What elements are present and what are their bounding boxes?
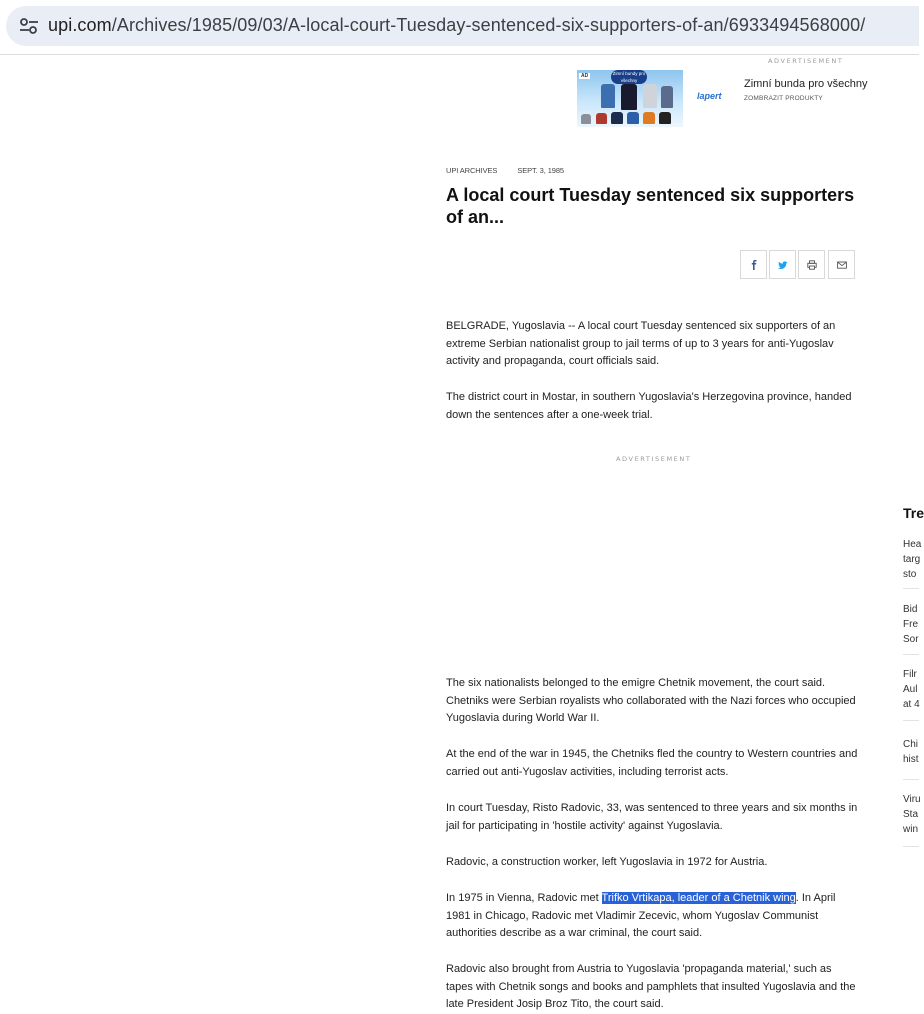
ad-title[interactable]: Zimní bunda pro všechny (744, 78, 868, 90)
jacket-shape (581, 114, 591, 124)
category-link[interactable]: UPI ARCHIVES (446, 166, 498, 175)
twitter-icon (778, 260, 788, 270)
print-button[interactable] (798, 250, 825, 279)
selected-text[interactable]: Trifko Vrtikapa, leader of a Chetnik wing (601, 892, 796, 904)
divider (903, 720, 919, 721)
paragraph-text: In 1975 in Vienna, Radovic met (446, 892, 602, 904)
article-paragraph: In court Tuesday, Risto Radovic, 33, was sentenced to three years and six months in jail for participating in 'hostile activity' against Yugoslavia. (446, 802, 858, 832)
trending-item[interactable] (903, 792, 919, 837)
article-paragraph (446, 890, 860, 943)
url-domain: upi.com (48, 15, 112, 35)
trending-item[interactable] (903, 737, 919, 767)
jacket-shape (601, 84, 615, 108)
advertisement-label: ADVERTISEMENT (768, 57, 844, 65)
trending-item-text: Bid (903, 604, 918, 615)
article-date: SEPT. 3, 1985 (517, 166, 564, 175)
trending-item-text: Hea (903, 539, 922, 550)
article-paragraph: The district court in Mostar, in southern Yugoslavia's Herzegovina province, handed down the sentences after a one-week trial. (446, 391, 852, 421)
trending-item-text: Filr (903, 669, 917, 680)
divider (903, 588, 919, 589)
article-paragraph: BELGRADE, Yugoslavia -- A local court Tuesday sentenced six supporters of an extreme Serbian nationalist group to jail terms of up to 3 years for anti-Yugoslav activity and propaganda, court officials said. (446, 320, 836, 367)
trending-item-text: Aul (903, 684, 918, 695)
trending-item-text: win (903, 824, 919, 835)
trending-item-text: at 4 (903, 699, 920, 710)
trending-item-text: Sta (903, 809, 919, 820)
trending-item-text: hist (903, 754, 919, 765)
jacket-shape (661, 86, 673, 108)
share-facebook-button[interactable] (740, 250, 767, 279)
jacket-shape (643, 112, 655, 124)
jacket-shape (621, 84, 637, 110)
jacket-shape (627, 112, 639, 124)
ad-badge: AD (581, 73, 589, 79)
top-ad[interactable] (577, 70, 877, 128)
trending-sidebar (903, 505, 924, 521)
ad-bubble: Zimní bundy pro všechny (612, 71, 646, 83)
jacket-shape (596, 113, 607, 124)
trending-item-text: Chi (903, 739, 919, 750)
url-field[interactable] (6, 6, 919, 46)
article-headline: A local court Tuesday sentenced six supporters of an... (446, 185, 855, 227)
print-icon (807, 260, 817, 270)
browser-address-bar (0, 0, 919, 55)
ad-brand-logo[interactable]: lapert (697, 91, 722, 101)
divider (903, 779, 919, 780)
trending-item[interactable] (903, 667, 919, 712)
article-paragraph: At the end of the war in 1945, the Chetniks fled the country to Western countries and carried out anti-Yugoslav activities, including terrorist acts. (446, 748, 858, 778)
share-twitter-button[interactable] (769, 250, 796, 279)
trending-item-text: sto (903, 569, 917, 580)
article-meta (446, 166, 860, 178)
paragraph-text: . In April 1981 in Chicago, Radovic met Vladimir Zecevic, whom Yugoslav Communist authorities describe as a war criminal, the court said. (446, 892, 836, 939)
divider (903, 846, 919, 847)
trending-item-text: Viru (903, 794, 921, 805)
url-text[interactable] (48, 15, 865, 36)
url-path: /Archives/1985/09/03/A-local-court-Tuesday-sentenced-six-supporters-of-an/6933494568000/ (111, 15, 866, 35)
facebook-icon (749, 260, 759, 270)
article-paragraph: Radovic, a construction worker, left Yugoslavia in 1972 for Austria. (446, 856, 768, 868)
jacket-shape (643, 84, 657, 108)
trending-item-text: Fre (903, 619, 918, 630)
email-icon (837, 260, 847, 270)
trending-item-text: targ (903, 554, 921, 565)
article-header (446, 166, 860, 228)
divider (903, 654, 919, 655)
jacket-shape (659, 112, 671, 124)
email-button[interactable] (828, 250, 855, 279)
trending-item[interactable] (903, 602, 919, 647)
site-settings-icon[interactable] (18, 16, 40, 36)
article-paragraph: Radovic also brought from Austria to Yugoslavia 'propaganda material,' such as tapes with Chetnik songs and books and pamphlets that insulted Yugoslavia and the late President Josip Broz Tito, the court said. (446, 963, 856, 1010)
jacket-shape (611, 112, 623, 124)
trending-item[interactable] (903, 537, 922, 582)
ad-image[interactable] (577, 70, 683, 127)
advertisement-label: ADVERTISEMENT (616, 455, 692, 463)
trending-title: Tre (903, 505, 924, 521)
ad-subtitle[interactable]: ZOMBRAZIT PRODUKTY (744, 95, 823, 102)
article-paragraph: The six nationalists belonged to the emigre Chetnik movement, the court said. Chetniks were Serbian royalists who collaborated with the Nazi forces who occupied Yugoslavia during World War II. (446, 677, 856, 724)
trending-item-text: Sor (903, 634, 919, 645)
ad-slot (446, 470, 860, 670)
